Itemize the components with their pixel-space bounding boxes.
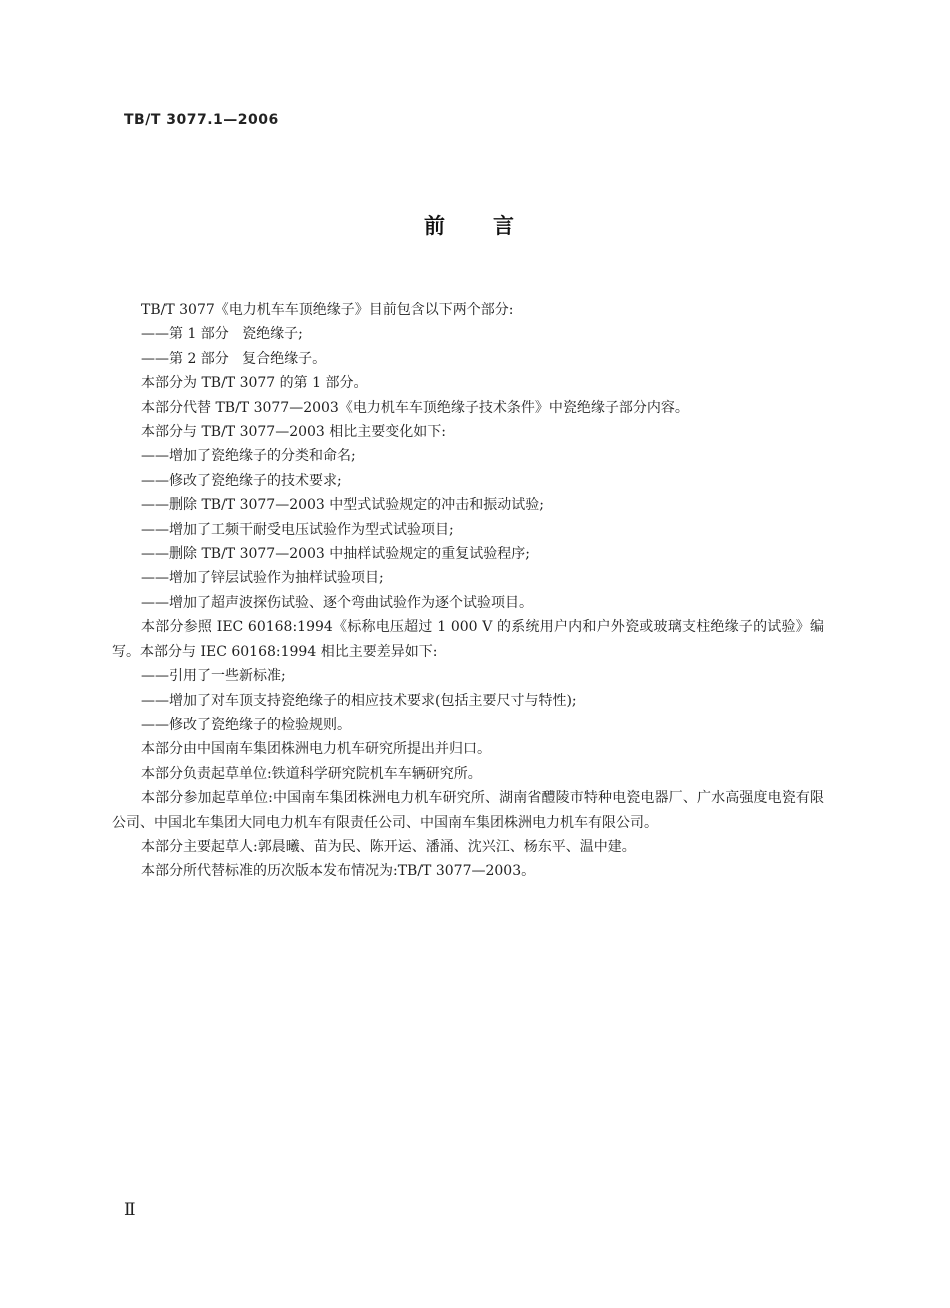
paragraph: 本部分为 TB/T 3077 的第 1 部分。 xyxy=(141,375,368,392)
paragraph: 本部分负责起草单位:铁道科学研究院机车车辆研究所。 xyxy=(141,765,482,782)
paragraph: ——增加了瓷绝缘子的分类和命名; xyxy=(141,448,356,465)
paragraph: ——修改了瓷绝缘子的检验规则。 xyxy=(141,716,351,733)
paragraph: ——增加了锌层试验作为抽样试验项目; xyxy=(141,570,384,587)
paragraph: ——删除 TB/T 3077—2003 中型式试验规定的冲击和振动试验; xyxy=(141,497,545,514)
paragraph: 本部分与 TB/T 3077—2003 相比主要变化如下: xyxy=(141,424,447,441)
page-number: Ⅱ xyxy=(124,1200,136,1220)
paragraph: 本部分由中国南车集团株洲电力机车研究所提出并归口。 xyxy=(141,741,491,758)
foreword-heading: 前言 xyxy=(424,214,562,238)
paragraph: ——引用了一些新标准; xyxy=(141,668,286,685)
paragraph: 本部分参照 IEC 60168:1994《标称电压超过 1 000 V 的系统用户内和户外瓷或玻璃支柱绝缘子的试验》编写。本部分与 IEC 60168:1994 相比主要差异如下: xyxy=(112,619,824,660)
document-code: TB/T 3077.1—2006 xyxy=(124,112,279,128)
paragraph: 本部分所代替标准的历次版本发布情况为:TB/T 3077—2003。 xyxy=(141,863,536,880)
paragraph: ——第 2 部分 复合绝缘子。 xyxy=(141,350,327,367)
paragraph: 本部分参加起草单位:中国南车集团株洲电力机车研究所、湖南省醴陵市特种电瓷电器厂、广水高强度电瓷有限公司、中国北车集团大同电力机车有限责任公司、中国南车集团株洲电力机车有限公司。 xyxy=(112,790,824,831)
paragraph: ——增加了工频干耐受电压试验作为型式试验项目; xyxy=(141,521,454,538)
paragraph: 本部分代替 TB/T 3077—2003《电力机车车顶绝缘子技术条件》中瓷绝缘子部分内容。 xyxy=(141,399,689,416)
paragraph: ——增加了对车顶支持瓷绝缘子的相应技术要求(包括主要尺寸与特性); xyxy=(141,692,577,709)
paragraph: ——增加了超声波探伤试验、逐个弯曲试验作为逐个试验项目。 xyxy=(141,594,533,611)
paragraph: 本部分主要起草人:郭晨曦、苗为民、陈开运、潘涌、沈兴江、杨东平、温中建。 xyxy=(141,838,636,855)
paragraph: ——删除 TB/T 3077—2003 中抽样试验规定的重复试验程序; xyxy=(141,546,531,563)
paragraph: ——修改了瓷绝缘子的技术要求; xyxy=(141,472,342,489)
paragraph: ——第 1 部分 瓷绝缘子; xyxy=(141,326,303,343)
foreword-body xyxy=(112,298,824,884)
paragraph: TB/T 3077《电力机车车顶绝缘子》目前包含以下两个部分: xyxy=(141,302,514,318)
